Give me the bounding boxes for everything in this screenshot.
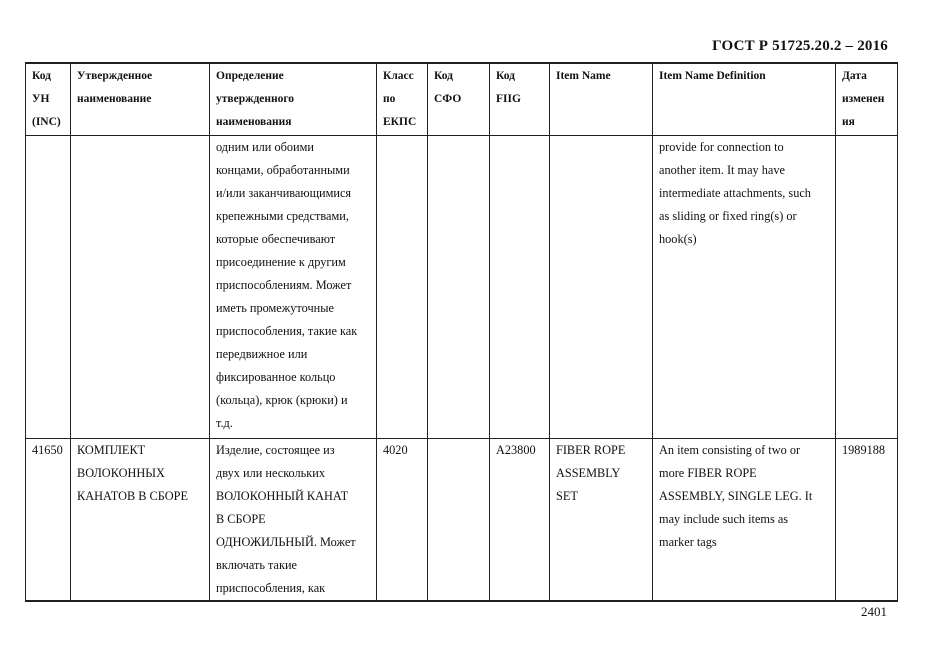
cell-item-name: FIBER ROPE ASSEMBLY SET [550,439,653,602]
page-number: 2401 [861,604,887,619]
cell-date: 1989188 [836,439,898,602]
cell-item-definition: provide for connection to another item. It may have intermediate attachments, such as sliding or fixed ring(s) or hook(s) [653,136,836,439]
cell-fiig [490,136,550,439]
table-row [26,136,898,439]
column-header-inc: Код УН (INC) [26,63,71,136]
column-header-item-name: Item Name [550,63,653,136]
cell-item-definition: An item consisting of two or more FIBER ROPE ASSEMBLY, SINGLE LEG. It may include such items as marker tags [653,439,836,602]
cell-sfo [428,439,490,602]
catalog-table [25,62,898,602]
cell-definition: одним или обоими концами, обработанными и/или заканчивающимися крепежными средствами, которые обеспечивают присоединение к другим приспособлениям. Может иметь промежуточные приспособления, такие как передвижное или фиксированное кольцо (кольца), крюк (крюки) и т.д. [210,136,377,439]
cell-inc [26,136,71,439]
cell-sfo [428,136,490,439]
column-header-date: Дата изменен ия [836,63,898,136]
cell-approved-name [71,136,210,439]
column-header-definition: Определение утвержденного наименования [210,63,377,136]
column-header-approved-name: Утвержденное наименование [71,63,210,136]
column-header-item-definition: Item Name Definition [653,63,836,136]
cell-approved-name: КОМПЛЕКТ ВОЛОКОННЫХ КАНАТОВ В СБОРЕ [71,439,210,602]
cell-class [377,136,428,439]
column-header-sfo: Код СФО [428,63,490,136]
column-header-class: Класс по ЕКПС [377,63,428,136]
table-header-row [26,63,898,136]
cell-class: 4020 [377,439,428,602]
cell-item-name [550,136,653,439]
cell-inc: 41650 [26,439,71,602]
cell-definition: Изделие, состоящее из двух или нескольких ВОЛОКОННЫЙ КАНАТ В СБОРЕ ОДНОЖИЛЬНЫЙ. Может включать такие приспособления, как [210,439,377,602]
table-row [26,439,898,602]
cell-fiig: A23800 [490,439,550,602]
document-code: ГОСТ Р 51725.20.2 – 2016 [712,38,888,54]
column-header-fiig: Код FIIG [490,63,550,136]
cell-date [836,136,898,439]
